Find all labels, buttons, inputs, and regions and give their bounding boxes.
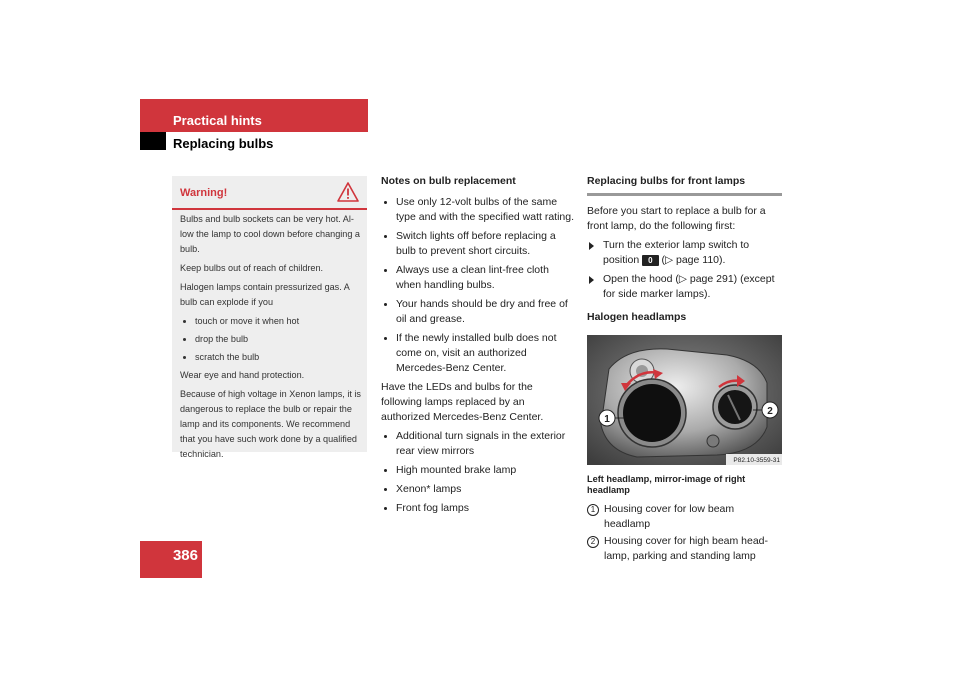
notes-column — [381, 174, 576, 520]
step-item: Open the hood (▷ page 291) (except for side marker lamps). — [587, 272, 782, 302]
page-reference: (▷ page 110). — [661, 254, 726, 266]
callout-item — [587, 534, 782, 564]
subsection-marker — [140, 132, 166, 150]
warning-list-item: drop the bulb — [180, 332, 363, 347]
warning-paragraph: Wear eye and hand protection. — [180, 370, 305, 380]
led-list — [381, 429, 576, 516]
subsection-title: Replacing bulbs — [173, 136, 274, 151]
warning-list-item: scratch the bulb — [180, 350, 363, 365]
callout-item — [587, 502, 782, 532]
warning-list — [180, 314, 363, 365]
warning-title: Warning! — [180, 187, 228, 199]
warning-paragraph: Keep bulbs out of reach of children. — [180, 263, 324, 273]
headlamp-figure — [587, 335, 782, 465]
led-list-item: Additional turn signals in the exterior rear view mirrors — [381, 429, 576, 459]
figure-caption: Left headlamp, mirror-image of right headlamp — [587, 474, 746, 495]
front-lamps-heading: Replacing bulbs for front lamps — [587, 175, 746, 187]
notes-list-item: Always use a clean lint-free cloth when handling bulbs. — [381, 263, 576, 293]
led-list-item: Xenon* lamps — [381, 482, 576, 497]
warning-box — [172, 176, 367, 459]
warning-paragraph: Bulbs and bulb sockets can be very hot. Al-low the lamp to cool down before changing a bulb. — [180, 214, 360, 254]
led-intro: Have the LEDs and bulbs for the following lamps replaced by an authorized Mercedes-Benz Center. — [381, 381, 544, 423]
heading-rule — [587, 193, 782, 196]
notes-list-item: Use only 12-volt bulbs of the same type and with the specified watt rating. — [381, 195, 576, 225]
notes-list-item: Your hands should be dry and free of oil and grease. — [381, 297, 576, 327]
led-list-item: High mounted brake lamp — [381, 463, 576, 478]
notes-heading: Notes on bulb replacement — [381, 175, 516, 187]
callout-text: Housing cover for low beam headlamp — [604, 503, 735, 530]
section-title: Practical hints — [173, 113, 262, 128]
notes-list-item: If the newly installed bulb does not come on, visit an authorized Mercedes-Benz Center. — [381, 331, 576, 376]
callout-text: Housing cover for high beam head-lamp, parking and standing lamp — [604, 535, 769, 562]
figure-code: P82.10-3559-31 — [733, 457, 780, 464]
warning-body — [180, 212, 363, 466]
step-item — [587, 238, 782, 268]
warning-paragraph: Because of high voltage in Xenon lamps, it is dangerous to replace the bulb or repair the lamp and its components. We recommend that you have such work done by a qualified technician. — [180, 389, 361, 459]
notes-list — [381, 195, 576, 376]
warning-paragraph: Halogen lamps contain pressurized gas. A bulb can explode if you — [180, 282, 350, 307]
switch-position-key: 0 — [642, 255, 658, 266]
front-lamps-column — [587, 174, 782, 566]
step-text: Turn the exterior lamp switch to position — [603, 239, 750, 266]
front-intro: Before you start to replace a bulb for a front lamp, do the following first: — [587, 205, 766, 232]
figure-callout-2: 2 — [767, 406, 773, 417]
led-list-item: Front fog lamps — [381, 501, 576, 516]
warning-list-item: touch or move it when hot — [180, 314, 363, 329]
callout-number: 2 — [587, 536, 599, 548]
warning-header — [172, 176, 367, 210]
warning-triangle-icon — [337, 182, 359, 202]
steps-list — [587, 238, 782, 302]
callout-number: 1 — [587, 504, 599, 516]
halogen-heading: Halogen headlamps — [587, 311, 687, 323]
notes-list-item: Switch lights off before replacing a bulb to prevent short circuits. — [381, 229, 576, 259]
figure-callout-1: 1 — [604, 414, 610, 425]
page-number: 386 — [172, 547, 198, 564]
